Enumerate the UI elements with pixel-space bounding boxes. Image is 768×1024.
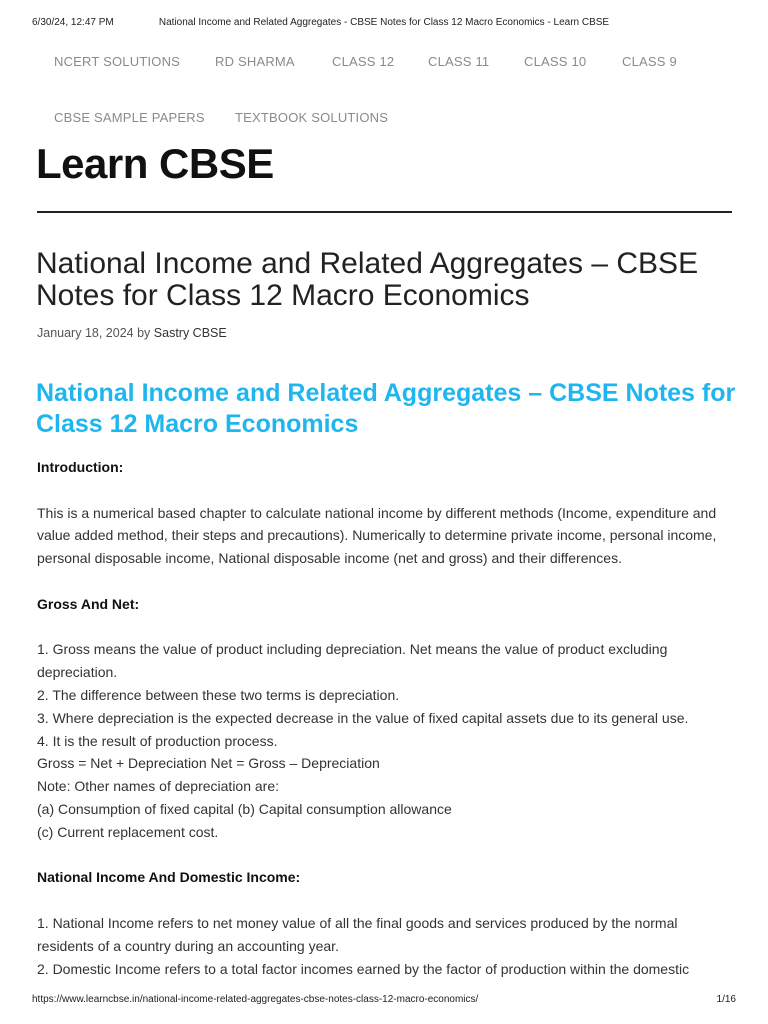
site-logo[interactable]: Learn CBSE: [36, 140, 274, 187]
nav-link-rd-sharma[interactable]: RD SHARMA: [215, 54, 295, 69]
post-meta: [37, 326, 227, 340]
print-url: https://www.learncbse.in/national-income-related-aggregates-cbse-notes-class-12-macro-economics/: [32, 994, 479, 1005]
gross-net-line: 4. It is the result of production process.: [37, 732, 278, 749]
print-page-number: 1/16: [716, 994, 736, 1005]
article-body: [37, 456, 732, 980]
gross-net-line: 3. Where depreciation is the expected decrease in the value of fixed capital assets due to its general use.: [37, 709, 689, 726]
print-footer: [32, 994, 736, 1008]
gross-net-line: (c) Current replacement cost.: [37, 823, 219, 840]
content-heading: National Income and Related Aggregates – CBSE Notes for Class 12 Macro Economics: [36, 379, 736, 438]
print-header: [32, 17, 736, 31]
gross-net-line: 1. Gross means the value of product including depreciation. Net means the value of product excluding depreciation.: [37, 641, 668, 681]
intro-paragraph: This is a numerical based chapter to calculate national income by different methods (Income, expenditure and value added method, their steps and precautions). Numerically to determine private income, personal income, personal disposable income, National disposable income (net and gross) and their differences.: [37, 504, 717, 567]
nav-link-class-10[interactable]: CLASS 10: [524, 54, 587, 69]
gross-net-line: 2. The difference between these two terms is depreciation.: [37, 686, 400, 703]
nav-link-ncert-solutions[interactable]: NCERT SOLUTIONS: [54, 54, 181, 69]
national-income-line: 1. National Income refers to net money value of all the final goods and services produced by the normal residents of a country during an accounting year.: [37, 914, 678, 954]
national-income-heading: National Income And Domestic Income:: [37, 869, 301, 886]
post-title: National Income and Related Aggregates – CBSE Notes for Class 12 Macro Economics: [36, 247, 699, 312]
nav-link-class-11[interactable]: CLASS 11: [428, 54, 490, 69]
intro-heading: Introduction:: [37, 459, 124, 475]
header-divider: [37, 211, 732, 213]
national-income-line: 2. Domestic Income refers to a total factor incomes earned by the factor of production within the domestic: [37, 960, 690, 977]
gross-net-heading: Gross And Net:: [37, 595, 140, 612]
nav-link-class-9[interactable]: CLASS 9: [622, 54, 677, 69]
nav-link-cbse-sample-papers[interactable]: CBSE SAMPLE PAPERS: [54, 110, 205, 125]
post-by: by: [137, 326, 151, 340]
gross-net-line: (a) Consumption of fixed capital (b) Capital consumption allowance: [37, 800, 452, 817]
nav-link-class-12[interactable]: CLASS 12: [332, 54, 395, 69]
nav-link-textbook-solutions[interactable]: TEXTBOOK SOLUTIONS: [235, 110, 389, 125]
print-doc-title: National Income and Related Aggregates - CBSE Notes for Class 12 Macro Economics - Learn CBSE: [158, 17, 610, 28]
post-date[interactable]: January 18, 2024: [37, 326, 134, 340]
gross-net-formula: Gross = Net + Depreciation Net = Gross – Depreciation: [37, 755, 380, 772]
print-datetime: 6/30/24, 12:47 PM: [32, 17, 114, 28]
post-author-link[interactable]: Sastry CBSE: [153, 326, 227, 340]
gross-net-note: Note: Other names of depreciation are:: [37, 778, 280, 795]
